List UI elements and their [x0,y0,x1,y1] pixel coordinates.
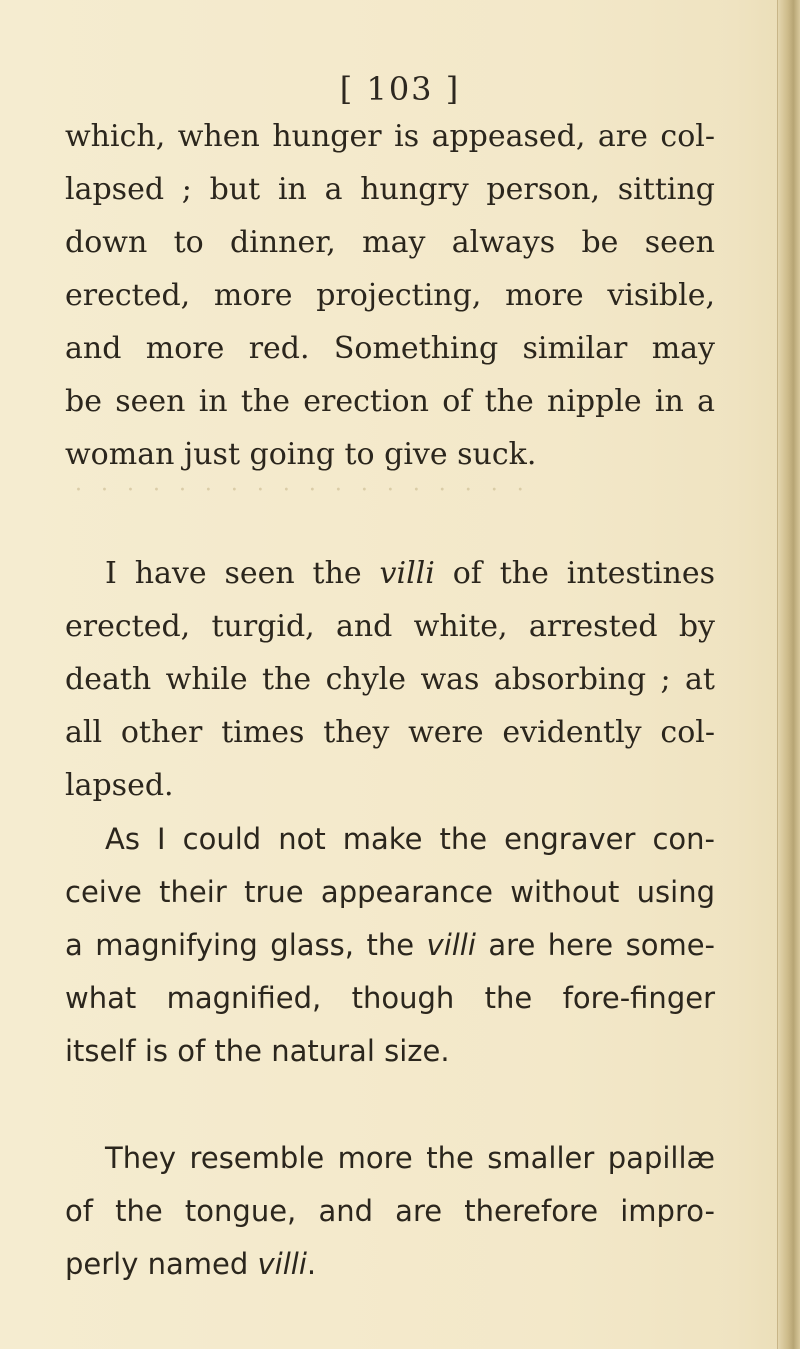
text-line: which, when hunger is appeased, are col- [65,119,715,154]
text-line: of the tongue, and are therefore impro- [65,1194,715,1228]
text-line: all other times they were evidently col- [65,715,715,750]
text-line: lapsed. [65,768,174,803]
paragraph-4 [65,1132,715,1291]
text-line: itself is of the natural size. [65,1034,450,1068]
page-number: [ 103 ] [339,70,461,108]
text-line: perly named villi. [65,1247,317,1281]
text-line: lapsed ; but in a hungry person, sitting [65,172,715,207]
text-line: down to dinner, may always be seen [65,225,715,260]
italic-term: villi [379,556,435,591]
bleed-through-decoration: · · · · · · · · · · · · · · · · · · [75,478,530,503]
text-line: ceive their true appearance without using [65,875,715,909]
text-line: erected, turgid, and white, arrested by [65,609,715,644]
italic-term: villi [257,1247,307,1281]
paragraph-2 [65,547,715,812]
text-line: They resemble more the smaller papillæ [105,1141,715,1175]
text-line: I have seen the villi of the intestines [105,556,715,591]
italic-term: villi [426,928,476,962]
text-line: and more red. Something similar may [65,331,715,366]
binding-gutter [777,0,800,1349]
text-line: death while the chyle was absorbing ; at [65,662,715,697]
paragraph-3 [65,813,715,1078]
text-line: be seen in the erection of the nipple in a [65,384,715,419]
paragraph-1 [65,110,715,481]
text-line: woman just going to give suck. [65,437,537,472]
text-line: As I could not make the engraver con- [105,822,715,856]
text-line: a magnifying glass, the villi are here some- [65,928,716,962]
text-line: erected, more projecting, more visible, [65,278,715,313]
text-line: what magnified, though the fore-finger [65,981,715,1015]
